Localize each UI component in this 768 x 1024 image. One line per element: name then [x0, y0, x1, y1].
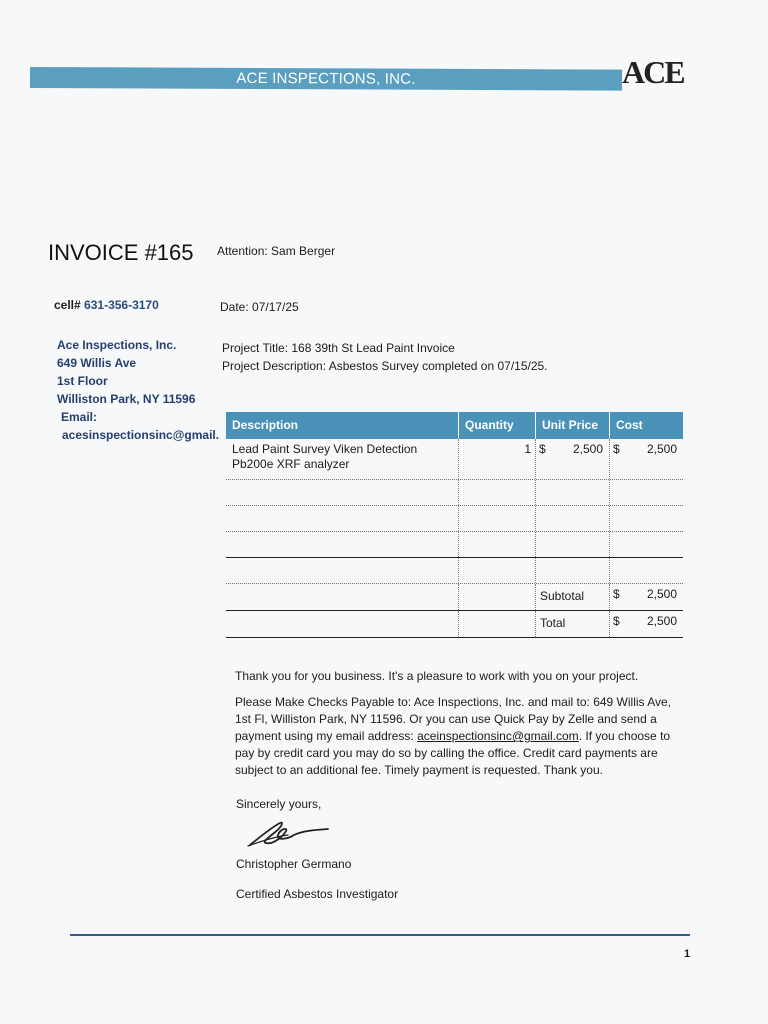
subtotal-label: Subtotal [536, 584, 610, 610]
cell-label: cell# [54, 298, 81, 312]
address-name: Ace Inspections, Inc. [57, 338, 177, 352]
cost-value: 2,500 [646, 442, 677, 456]
item-unit-price [536, 439, 610, 479]
table-header [226, 412, 683, 439]
invoice-body [235, 668, 683, 788]
table-row-empty [226, 480, 683, 506]
item-description [226, 439, 459, 479]
project-info [222, 339, 548, 375]
invoice-table [226, 412, 683, 638]
subtotal-row [226, 584, 683, 611]
cell-number: 631-356-3170 [84, 298, 159, 312]
header-cost: Cost [616, 418, 643, 432]
subtotal-amount [610, 584, 683, 610]
item-quantity: 1 [459, 439, 536, 479]
table-row-empty [226, 532, 683, 558]
total-row [226, 611, 683, 638]
closing-salutation: Sincerely yours, [236, 797, 322, 811]
item-cost [610, 439, 683, 479]
table-row-empty [226, 558, 683, 584]
currency-symbol: $ [613, 587, 620, 601]
signer-name: Christopher Germano [236, 857, 352, 871]
address-city: Williston Park, NY 11596 [57, 392, 196, 406]
total-label: Total [536, 611, 610, 637]
item-description-line1: Lead Paint Survey Viken Detection [232, 442, 418, 456]
payment-text-1: Please Make Checks Payable to: Ace Inspections, Inc. and mail to: 649 Willis Ave, 1st Fl, Williston Park, NY 11596. Or you can use Quick Pay by Zelle and send a payment using my email address: [235, 695, 672, 743]
subtotal-value: 2,500 [646, 587, 677, 601]
address-email-label: Email: [61, 410, 98, 424]
attention-line: Attention: Sam Berger [217, 244, 336, 258]
table-row [226, 439, 683, 480]
payment-instructions [235, 694, 683, 779]
company-banner [30, 67, 622, 91]
header-quantity: Quantity [459, 412, 536, 439]
item-description-line2: Pb200e XRF analyzer [232, 457, 350, 471]
currency-symbol: $ [539, 442, 546, 456]
signer-title: Certified Asbestos Investigator [236, 887, 399, 901]
address-street: 649 Willis Ave [57, 356, 137, 370]
header-unit-price: Unit Price [536, 412, 610, 439]
invoice-title: INVOICE #165 [48, 240, 194, 265]
signature-image [244, 815, 334, 855]
cell-phone [54, 298, 159, 312]
payment-text-2: . If you choose to pay by credit card you may do so by calling the office. Credit card payments are subject to an additional fee. Timely payment is requested. Thank you. [235, 729, 671, 777]
unit-price-value: 2,500 [572, 442, 603, 456]
currency-symbol: $ [613, 614, 620, 628]
footer-divider [70, 934, 690, 936]
thank-you-text: Thank you for you business. It's a pleasure to work with you on your project. [235, 669, 639, 683]
company-logo: ACE [622, 54, 684, 90]
address-floor: 1st Floor [57, 374, 108, 388]
invoice-date: Date: 07/17/25 [220, 300, 299, 314]
page-number: 1 [684, 948, 691, 960]
company-address [57, 336, 219, 444]
project-title: Project Title: 168 39th St Lead Paint Invoice [222, 341, 455, 355]
payment-email-link[interactable]: aceinspectionsinc@gmail.com [417, 729, 579, 743]
table-row-empty [226, 506, 683, 532]
currency-symbol: $ [613, 442, 620, 456]
header-description: Description [226, 412, 459, 439]
company-banner-title: ACE INSPECTIONS, INC. [236, 69, 416, 88]
total-value: 2,500 [646, 614, 677, 628]
total-amount [610, 611, 683, 637]
project-description: Project Description: Asbestos Survey completed on 07/15/25. [222, 359, 548, 373]
address-email: acesinspectionsinc@gmail. [62, 428, 220, 442]
